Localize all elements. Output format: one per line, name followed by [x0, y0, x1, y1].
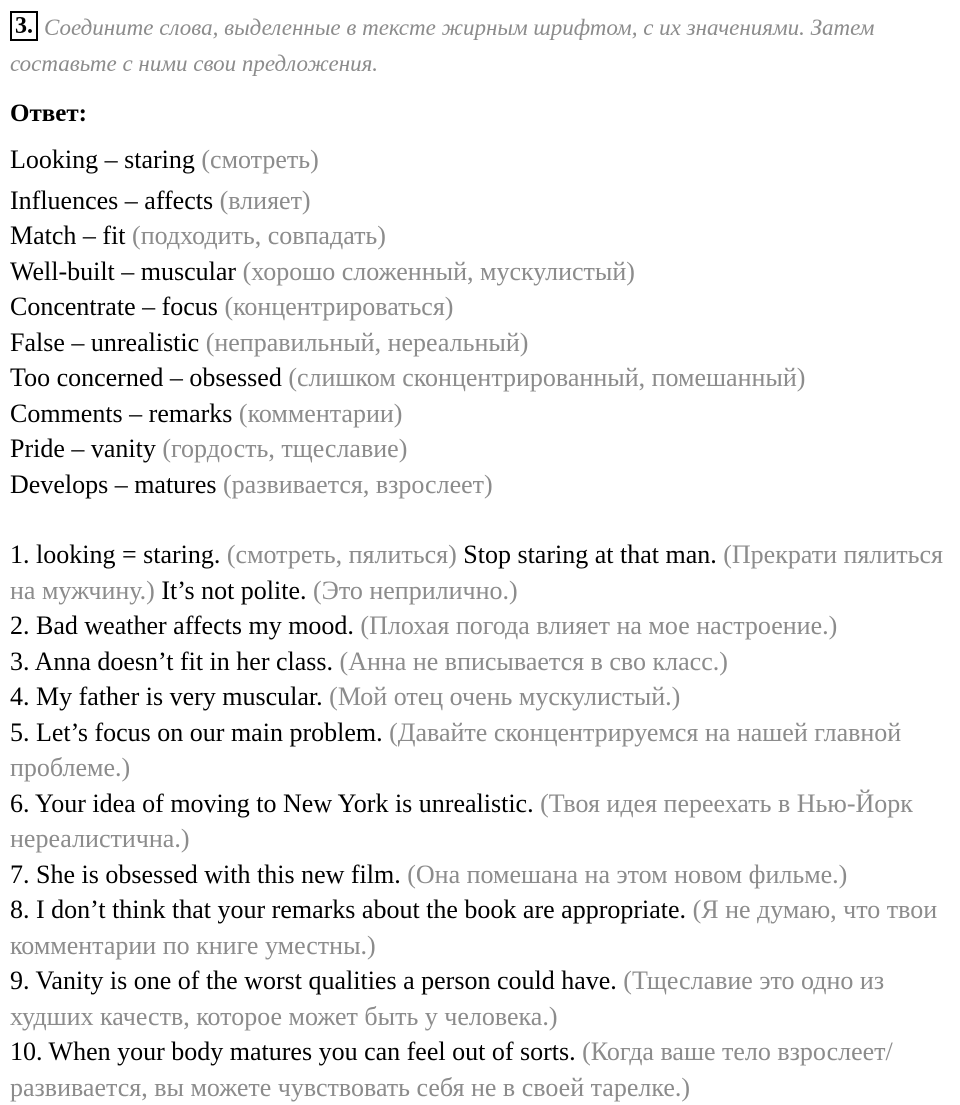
- word-pair: [10, 218, 950, 254]
- task-number-badge: 3.: [10, 11, 38, 41]
- sentence-item: [10, 786, 950, 857]
- word-pair-translation: (развивается, взрослеет): [223, 469, 493, 499]
- sentence-translation: (Анна не вписывается в сво класс.): [339, 646, 728, 676]
- word-pair-translation: (подходить, совпадать): [132, 221, 386, 250]
- sentence-translation: (Я не думаю, что твои комментарии по книге уместны.): [10, 895, 938, 960]
- sentence-item: [10, 715, 950, 786]
- sentence-english: 2. Bad weather affects my mood.: [10, 611, 361, 640]
- word-pair-translation: (смотреть): [201, 145, 319, 174]
- example-sentences-list: [10, 537, 950, 1105]
- word-pair: [10, 325, 950, 361]
- sentence-translation: (Прекрати пялиться на мужчину.): [10, 540, 943, 605]
- sentence-translation: (Это неприлично.): [313, 575, 518, 605]
- word-pair-english: Influences – affects: [10, 185, 214, 215]
- sentence-english: 1. looking = staring.: [10, 540, 227, 569]
- word-pair: [10, 142, 950, 178]
- word-pair-english: Pride – vanity: [10, 434, 156, 463]
- word-pair: [10, 360, 950, 396]
- word-pair: [10, 431, 950, 467]
- word-pair-translation: (концентрироваться): [224, 292, 454, 321]
- sentence-english: 8. I don’t think that your remarks about the book are appropriate.: [10, 895, 693, 924]
- sentence-translation: (Когда ваше тело взрослеет/развивается, вы можете чувствовать себя не в своей тарелке.): [10, 1037, 893, 1102]
- sentence-english: 10. When your body matures you can feel out of sorts.: [10, 1037, 583, 1066]
- sentence-item: [10, 892, 950, 963]
- word-pairs-list: [10, 142, 950, 502]
- sentence-english: 3. Anna doesn’t fit in her class.: [10, 646, 340, 676]
- sentence-english: 7. She is obsessed with this new film.: [10, 859, 408, 889]
- task-header: [10, 10, 950, 82]
- word-pair: [10, 467, 950, 503]
- sentence-item: [10, 644, 950, 680]
- sentence-item: [10, 1034, 950, 1105]
- sentence-item: [10, 963, 950, 1034]
- answer-label: Ответ:: [10, 100, 87, 127]
- sentence-translation: (Она помешана на этом новом фильме.): [407, 859, 848, 889]
- sentence-translation: (Мой отец очень мускулистый.): [329, 682, 681, 711]
- sentence-item: [10, 679, 950, 715]
- word-pair-translation: (слишком сконцентрированный, помешанный): [288, 363, 806, 392]
- sentence-translation: (Плохая погода влияет на мое настроение.): [360, 611, 838, 640]
- word-pair: [10, 183, 950, 219]
- word-pair: [10, 254, 950, 290]
- sentence-item: [10, 608, 950, 644]
- sentence-item: [10, 857, 950, 893]
- word-pair-english: Looking – staring: [10, 145, 195, 174]
- word-pair-translation: (влияет): [219, 185, 311, 215]
- task-instruction: Соедините слова, выделенные в тексте жирным шрифтом, с их значениями. Затем составьте с ними свои предложения.: [10, 15, 875, 76]
- sentence-translation: (Давайте сконцентрируемся на нашей главной проблеме.): [10, 717, 902, 782]
- word-pair-english: Too concerned – obsessed: [10, 363, 282, 392]
- sentence-translation: (смотреть, пялиться): [226, 540, 464, 569]
- sentence-english: It’s not polite.: [161, 575, 314, 605]
- sentence-english: Stop staring at that man.: [463, 540, 724, 569]
- word-pair-translation: (неправильный, нереальный): [205, 327, 529, 357]
- sentence-english: 6. Your idea of moving to New York is unrealistic.: [10, 788, 541, 818]
- word-pair-translation: (гордость, тщеславие): [162, 434, 408, 463]
- word-pair-english: Well-built – muscular: [10, 256, 237, 286]
- sentence-item: [10, 537, 950, 608]
- word-pair: [10, 396, 950, 432]
- word-pair-translation: (комментарии): [238, 398, 403, 428]
- sentence-english: 9. Vanity is one of the worst qualities a person could have.: [10, 966, 624, 995]
- page: [10, 10, 950, 1105]
- word-pair-translation: (хорошо сложенный, мускулистый): [242, 256, 635, 286]
- sentence-english: 5. Let’s focus on our main problem.: [10, 717, 390, 747]
- word-pair-english: False – unrealistic: [10, 327, 200, 357]
- sentence-translation: (Твоя идея переехать в Нью-Йорк нереалистична.): [10, 788, 913, 853]
- word-pair-english: Match – fit: [10, 221, 126, 250]
- word-pair: [10, 289, 950, 325]
- word-pair-english: Develops – matures: [10, 469, 217, 499]
- word-pair-english: Concentrate – focus: [10, 292, 218, 321]
- word-pair-english: Comments – remarks: [10, 398, 233, 428]
- sentence-translation: (Тщеславие это одно из худших качеств, которое может быть у человека.): [10, 966, 885, 1031]
- sentence-english: 4. My father is very muscular.: [10, 682, 330, 711]
